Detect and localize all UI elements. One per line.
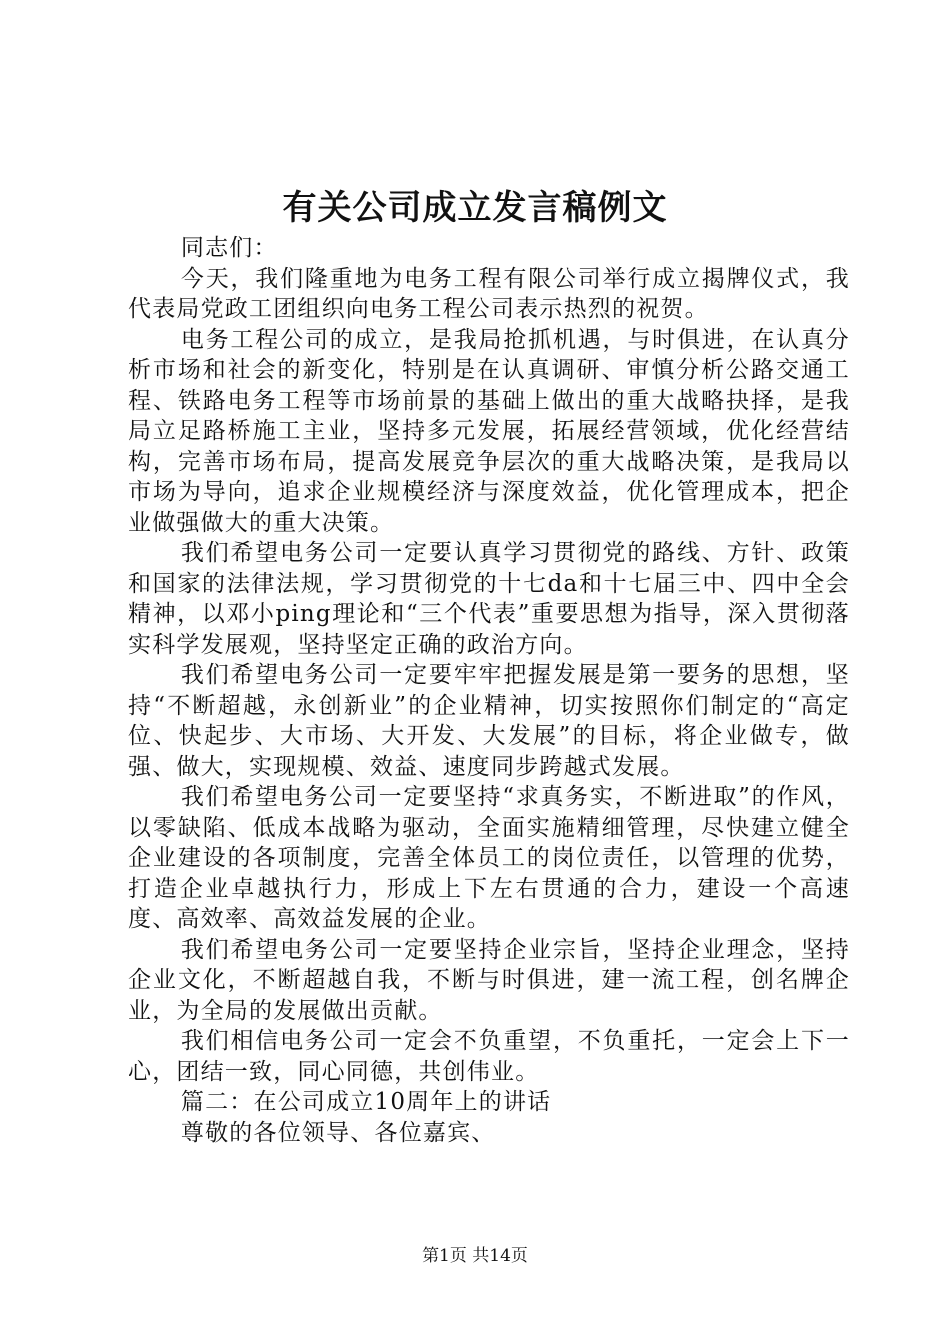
paragraph-salutation: 同志们：: [180, 235, 278, 261]
paragraph-hope-development: 我们希望电务公司一定要牢牢把握发展是第一要务的思想，坚持“不断超越，永创新业”的企业精神，切实按照你们制定的“高定位、快起步、大市场、大开发、大发展”的目标，将企业做专，做强、做大，实现规模、效益、速度同步跨越式发展。: [128, 662, 850, 780]
paragraph-hope-management: 我们希望电务公司一定要坚持“求真务实，不断进取”的作风，以零缺陷、低成本战略为驱动，全面实施精细管理，尽快建立健全企业建设的各项制度，完善全体员工的岗位责任，以管理的优势，打造企业卓越执行力，形成上下左右贯通的合力，建设一个高速度、高效率、高效益发展的企业。: [128, 784, 850, 932]
document-title: 有关公司成立发言稿例文: [282, 188, 668, 228]
page-number-footer: 第1页 共14页: [422, 1246, 528, 1266]
paragraph-significance: 电务工程公司的成立，是我局抢抓机遇，与时俱进，在认真分析市场和社会的新变化，特别是在认真调研、审慎分析公路交通工程、铁路电务工程等市场前景的基础上做出的重大战略抉择，是我局立足路桥施工主业，坚持多元发展，拓展经营领域，优化经营结构，完善市场布局，提高发展竞争层次的重大战略决策，是我局以市场为导向，追求企业规模经济与深度效益，优化管理成本，把企业做强做大的重大决策。: [128, 326, 850, 536]
paragraph-opening: 今天，我们隆重地为电务工程有限公司举行成立揭牌仪式，我代表局党政工团组织向电务工程公司表示热烈的祝贺。: [128, 265, 850, 322]
paragraph-greeting: 尊敬的各位领导、各位嘉宾、: [180, 1119, 496, 1146]
paragraph-section-two-heading: 篇二：在公司成立10周年上的讲话: [180, 1089, 552, 1115]
paragraph-confidence: 我们相信电务公司一定会不负重望，不负重托，一定会上下一心，团结一致，同心同德，共创伟业。: [128, 1028, 850, 1085]
paragraph-hope-culture: 我们希望电务公司一定要坚持企业宗旨，坚持企业理念，坚持企业文化，不断超越自我，不断与时俱进，建一流工程，创名牌企业，为全局的发展做出贡献。: [128, 936, 850, 1024]
paragraph-hope-policy: 我们希望电务公司一定要认真学习贯彻党的路线、方针、政策和国家的法律法规，学习贯彻党的十七da和十七届三中、四中全会精神，以邓小ping理论和“三个代表”重要思想为指导，深入贯彻落实科学发展观，坚持坚定正确的政治方向。: [128, 540, 850, 658]
document-body: [128, 233, 850, 1148]
